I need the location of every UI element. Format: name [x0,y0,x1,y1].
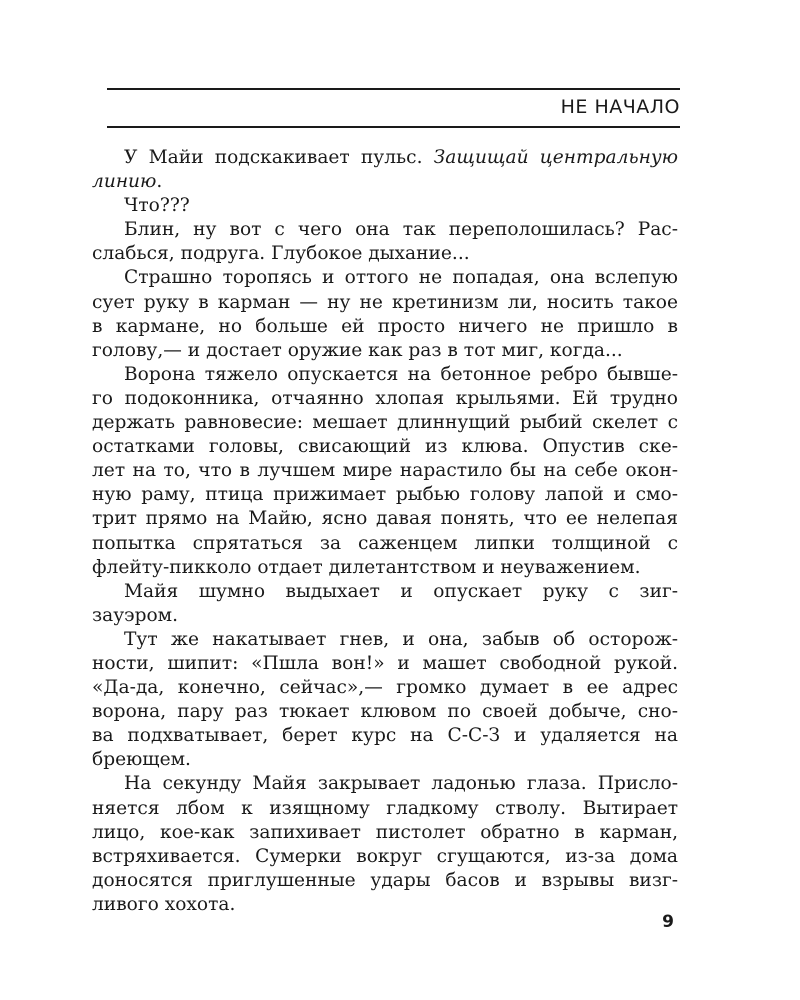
text-line: попытка спрятаться за саженцем липки толщиной с [92,532,678,554]
text-line: лицо, кое-как запихивает пистолет обратно в карман, [92,821,678,843]
text-line: Майя шумно выдыхает и опускает руку с зиг- [124,580,678,602]
text-line: На секунду Майя закрывает ладонью глаза. Присло- [124,773,678,795]
running-head: НЕ НАЧАЛО [560,96,680,118]
text-line: встряхивается. Сумерки вокруг сгущаются, из-за дома [92,845,678,867]
page-number: 9 [662,912,674,932]
text-line: ва подхватывает, берет курс на С-С-З и удаляется на [92,725,678,747]
header-rule-top [107,88,680,90]
text-line: держать равновесие: мешает длиннущий рыбий скелет с [92,412,678,434]
text-line: го подоконника, отчаянно хлопая крыльями. Ей трудно [92,387,678,409]
text-line: лет на то, что в лучшем мире нарастило бы на себе окон- [92,460,678,482]
text-line: ливого хохота. [92,893,236,915]
text-line: ную раму, птица прижимает рыбью голову лапой и смо- [92,484,678,506]
text-line: Тут же накатывает гнев, и она, забыв об осторож- [124,628,678,650]
text-line: флейту-пикколо отдает дилетантством и неуважением. [92,556,641,578]
text-line: Ворона тяжело опускается на бетонное ребро бывше- [124,363,678,385]
text-line: линию. [92,171,163,193]
text-line: Что??? [124,195,190,217]
text-line: бреющем. [92,749,191,771]
text-line: У Майи подскакивает пульс. Защищай центральную [124,147,678,168]
text-line: зауэром. [92,604,179,626]
text-line: в кармане, но больше ей просто ничего не пришло в [92,315,678,337]
text-line: Блин, ну вот с чего она так переполошилась? Рас- [124,219,678,241]
header-rule-bottom [107,126,680,128]
text-line: слабься, подруга. Глубокое дыхание... [92,243,470,265]
text-line: ворона, пару раз тюкает клювом по своей добыче, сно- [92,701,678,723]
text-line: Страшно торопясь и оттого не попадая, она вслепую [124,267,678,289]
text-line: няется лбом к изящному гладкому стволу. Вытирает [92,797,678,819]
text-line: сует руку в карман — ну не кретинизм ли, носить такое [92,291,678,313]
text-line: голову,— и достает оружие как раз в тот миг, когда... [92,339,623,361]
text-line: трит прямо на Майю, ясно давая понять, что ее нелепая [92,508,678,530]
text-line: доносятся приглушенные удары басов и взрывы визг- [92,869,678,891]
text-body [92,146,678,917]
text-line: остатками головы, свисающий из клюва. Опустив ске- [92,436,678,458]
text-line: «Да-да, конечно, сейчас»,— громко думает в ее адрес [92,677,678,699]
text-line: ности, шипит: «Пшла вон!» и машет свободной рукой. [92,652,678,674]
